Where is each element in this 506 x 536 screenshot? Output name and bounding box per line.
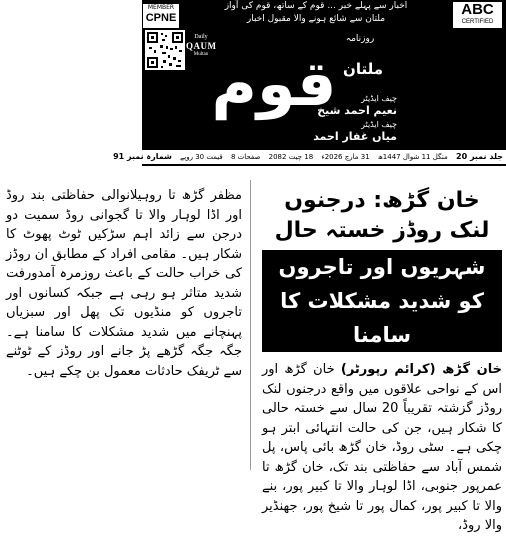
member-code: CPNE xyxy=(145,12,177,24)
article-left-column: مظفر گڑھ تا روہیلانوالی حفاظتی بند روڈ اور اڈا لوہار والا تا گجوانی روڈ سمیت دو درجن سے زائد اہم سڑکیں ٹوٹ پھوٹ کا شکار ہیں۔ مقامی افراد کے مطابق ان روڈز کی خراب حالت کے باعث روزمرہ آمدورفت شدید متاثر ہو رہی ہے جبکہ کسانوں اور تاجروں کو منڈیوں تک پھل اور سبزیاں پہنچانے میں شدید مشکلات کا سامنا ہے۔ جگہ جگہ گڑھے پڑ جانے اور روڈز کے ٹوٹنے سے ٹریفک حادثات معمول بن چکے ہیں۔ xyxy=(6,188,242,379)
article-subheadline: شہریوں اور تاجروں کو شدید مشکلات کا سامنا xyxy=(262,250,502,352)
article-dateline: خان گڑھ (کرائم رپورٹر) xyxy=(340,362,502,377)
roznama-label: روزنامہ xyxy=(345,34,375,44)
daily-city: Multan xyxy=(193,52,209,57)
date-desi: 18 چیت 2082 xyxy=(268,153,314,161)
page-count: صفحات 8 xyxy=(230,153,261,161)
qr-code-icon xyxy=(145,30,185,70)
date-hijri: منگل 11 شوال 1447ھ xyxy=(377,153,448,161)
abc-code: ABC xyxy=(461,1,494,18)
volume-number: جلد نمبر 20 xyxy=(456,152,503,161)
founder-name: نعیم احمد شیخ xyxy=(317,104,397,117)
edition-city: ملتان xyxy=(343,60,383,78)
article-headline: خان گڑھ: درجنوں لنک روڈز خستہ حال xyxy=(274,188,490,243)
issue-info-strip xyxy=(113,150,506,164)
abc-label: CERTIFIED xyxy=(461,19,494,25)
article-body-right-text: خان گڑھ اور اس کے نواحی علاقوں میں واقع درجنوں لنک روڈز گزشتہ تقریباً 20 سال سے خستہ حالی کا شکار ہیں، جن کی حالت انتہائی ابتر ہو چکی ہے۔ سٹی روڈ، خان گڑھ بائی پاس، پل شمس آباد سے حفاظتی بند تک، خان گڑھ تا عمرپور جنوبی، اڈا لوہار والا تا کبیر پور، بنے والا تا کبیر پور، کمال پور تا شیخ پور، جھنڈیر والا روڈ، xyxy=(262,362,502,533)
cpne-member-badge xyxy=(143,4,179,28)
issue-number: شمارہ نمبر 91 xyxy=(113,152,172,161)
masthead-tagline-2: ملتان سے شائع ہونے والا مقبول اخبار xyxy=(246,14,386,24)
masthead xyxy=(113,0,506,166)
member-label: MEMBER xyxy=(147,4,175,11)
masthead-tagline-1: اخبار سے پہلے خبر ... قوم کے ساتھ، قوم کی آواز xyxy=(181,0,451,13)
editor-name: میاں غفار احمد xyxy=(313,130,397,143)
date-gregorian: 31 مارچ 2026ء xyxy=(321,153,370,161)
article-body-right xyxy=(262,360,502,536)
article-right-column xyxy=(262,186,502,536)
founder-role: چیف ایڈیٹر xyxy=(361,94,397,103)
price: قیمت 30 روپے xyxy=(180,153,223,161)
daily-label: Daily xyxy=(194,34,208,40)
abc-certified-badge xyxy=(453,2,502,28)
column-divider xyxy=(250,180,251,470)
newspaper-logo: قوم xyxy=(211,47,337,120)
editor-role: چیف ایڈیٹر xyxy=(361,120,397,129)
daily-name: QAUM xyxy=(186,41,217,51)
